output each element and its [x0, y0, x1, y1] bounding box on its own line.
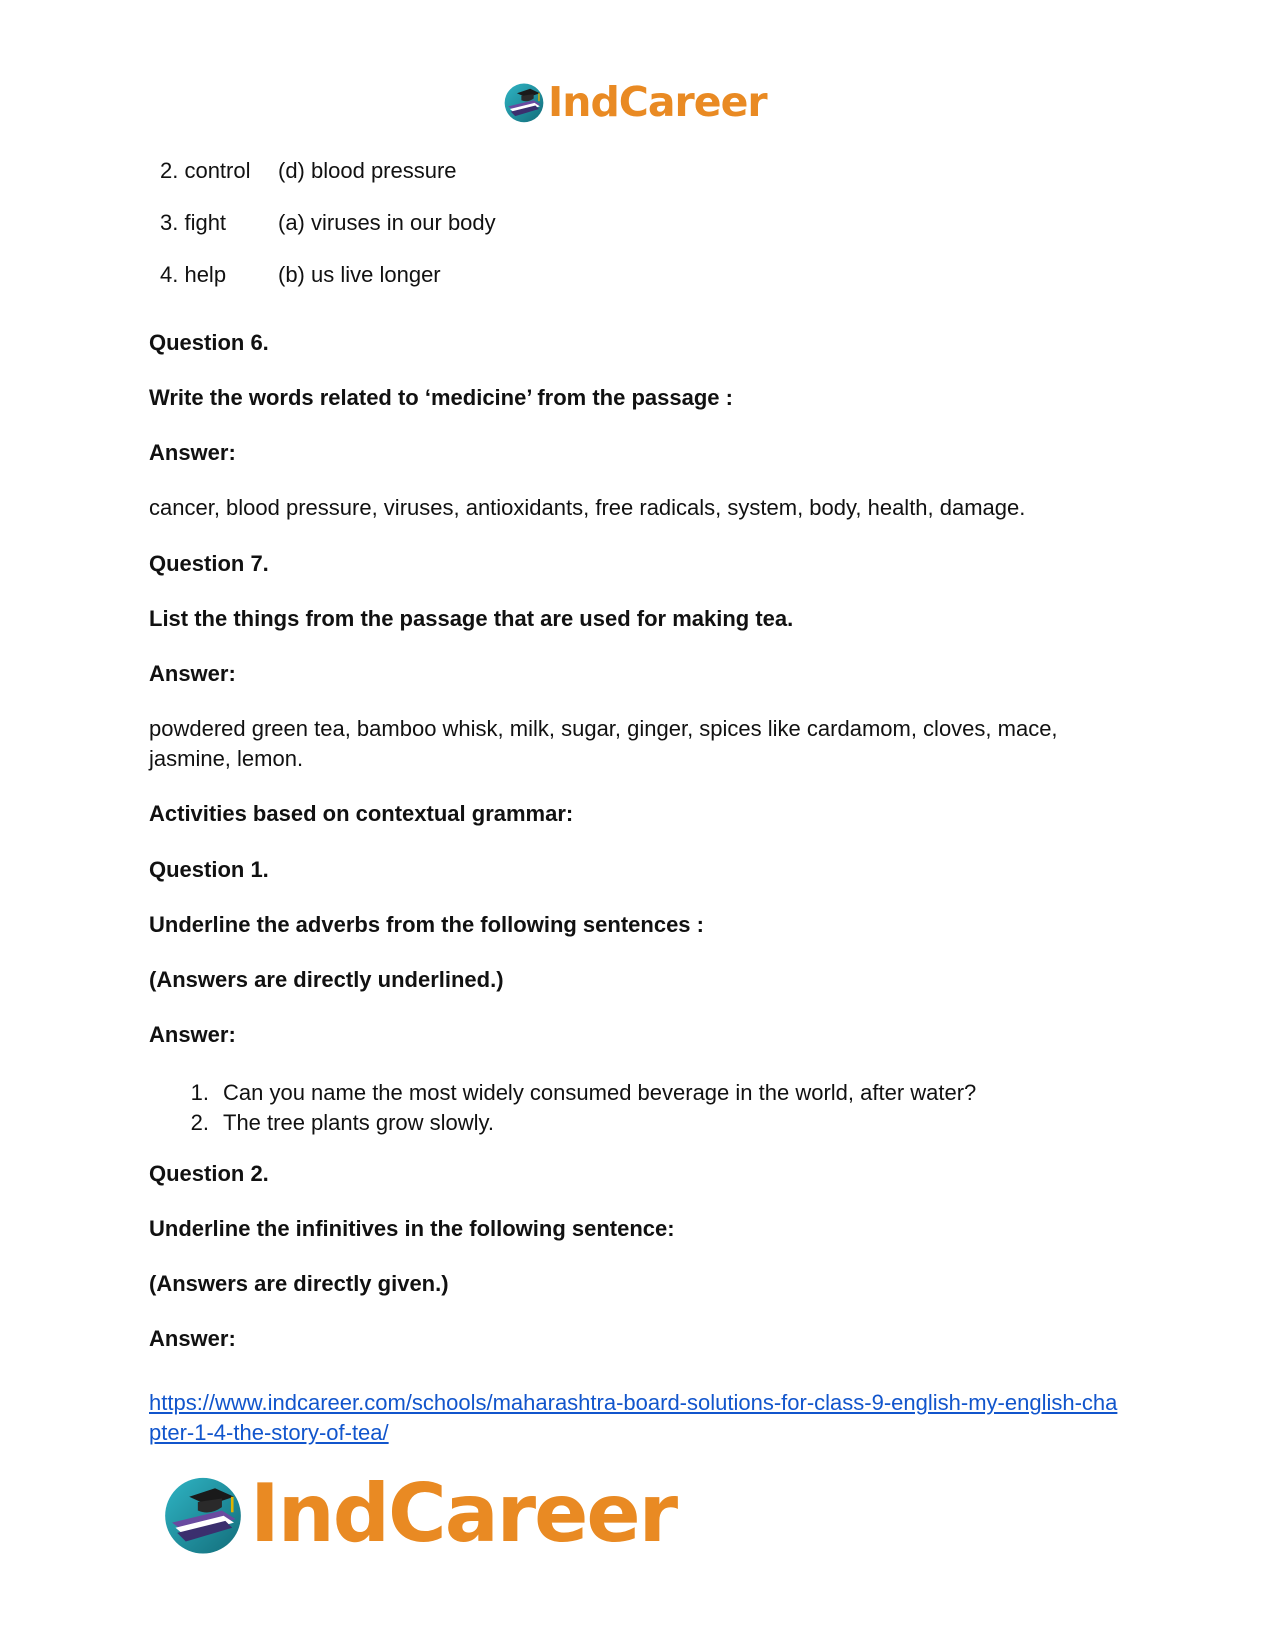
- list-text: Can you name the most widely consumed beverage in the world, after water?: [223, 1080, 977, 1105]
- book-globe-graduation-cap-icon: [160, 1471, 246, 1557]
- question-heading: Question 7.: [149, 551, 269, 576]
- match-right: (a) viruses in our body: [278, 210, 496, 235]
- footer-logo: [160, 1468, 676, 1560]
- list-item: [149, 1078, 976, 1108]
- match-row: [160, 261, 441, 289]
- question-heading: Question 1.: [149, 857, 269, 882]
- match-left: 3. fight: [160, 210, 227, 235]
- logo-text: IndCareer: [548, 78, 767, 126]
- question-prompt: Write the words related to ‘medicine’ from the passage :: [149, 385, 733, 410]
- source-link[interactable]: https://www.indcareer.com/schools/maharashtra-board-solutions-for-class-9-english-my-english-chapter-1-4-the-story-of-tea/: [149, 1390, 1118, 1445]
- question-prompt: Underline the adverbs from the following sentences :: [149, 912, 704, 937]
- match-row: [160, 209, 496, 237]
- answer-label: Answer:: [149, 661, 236, 686]
- question-prompt: Underline the infinitives in the following sentence:: [149, 1216, 675, 1241]
- list-text: The tree plants grow slowly.: [223, 1110, 495, 1135]
- question-note: (Answers are directly underlined.): [149, 967, 504, 992]
- question-heading: Question 2.: [149, 1161, 269, 1186]
- book-globe-graduation-cap-icon: [502, 80, 546, 124]
- answer-label: Answer:: [149, 1326, 236, 1351]
- list-number: 1.: [190, 1080, 209, 1105]
- answer-text: powdered green tea, bamboo whisk, milk, sugar, ginger, spices like cardamom, cloves, mace, jasmine, lemon.: [149, 716, 1058, 771]
- match-left: 4. help: [160, 262, 227, 287]
- answer-label: Answer:: [149, 1022, 236, 1047]
- list-item: [149, 1108, 976, 1138]
- list-number: 2.: [190, 1110, 209, 1135]
- match-right: (d) blood pressure: [278, 158, 457, 183]
- question-heading: Question 6.: [149, 330, 269, 355]
- question-note: (Answers are directly given.): [149, 1271, 449, 1296]
- match-right: (b) us live longer: [278, 262, 441, 287]
- match-left: 2. control: [160, 158, 251, 183]
- answer-text: cancer, blood pressure, viruses, antioxidants, free radicals, system, body, health, damage.: [149, 495, 1026, 520]
- answers-list: [149, 1078, 976, 1138]
- question-prompt: List the things from the passage that are used for making tea.: [149, 606, 794, 631]
- answer-label: Answer:: [149, 440, 236, 465]
- section-heading: Activities based on contextual grammar:: [149, 801, 574, 826]
- header-logo: [502, 78, 767, 126]
- match-row: [160, 157, 457, 185]
- logo-text: IndCareer: [250, 1467, 677, 1560]
